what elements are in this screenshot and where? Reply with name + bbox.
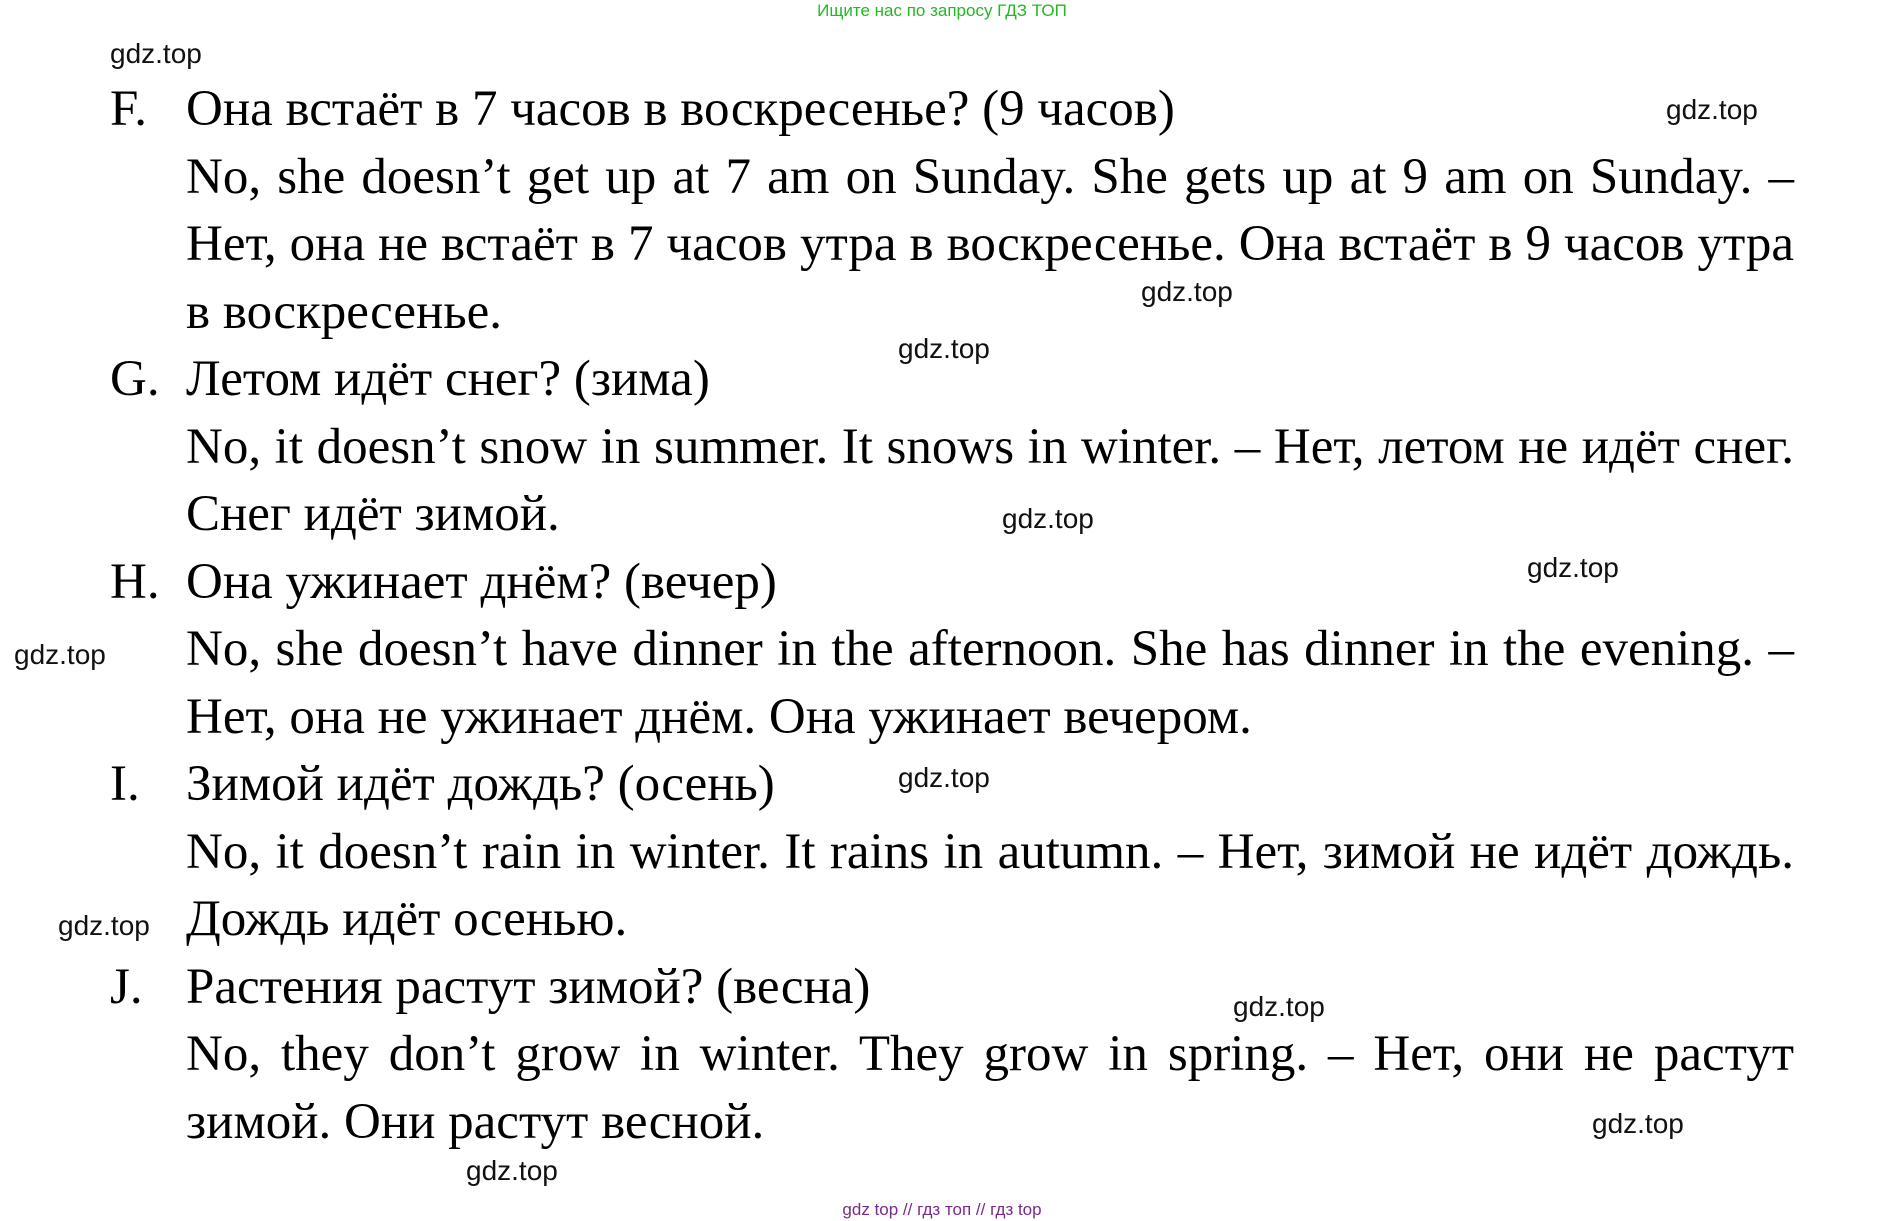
item-answer: No, it doesn’t snow in summer. It snows in winter. – Нет, летом не идёт снег. Снег идёт зимой.	[186, 418, 1794, 542]
watermark: gdz.top	[58, 910, 150, 941]
item-question: Растения растут зимой? (весна)	[186, 958, 871, 1015]
watermark: gdz.top	[1233, 991, 1325, 1022]
item-letter: I.	[110, 756, 140, 812]
item-letter: J.	[110, 958, 143, 1015]
item-letter: H.	[110, 553, 160, 610]
watermark: gdz.top	[1592, 1108, 1684, 1139]
watermark: gdz.top	[110, 38, 202, 69]
watermark: gdz.top	[14, 639, 106, 670]
item-answer: No, she doesn’t have dinner in the afternoon. She has dinner in the evening. – Нет, она не ужинает днём. Она ужинает вечером.	[186, 621, 1794, 745]
item-letter: F.	[110, 81, 148, 137]
item-f	[110, 76, 1814, 346]
item-question: Она встаёт в 7 часов в воскресенье? (9 часов)	[186, 81, 1175, 137]
watermark: gdz.top	[1666, 94, 1758, 125]
watermark: gdz.top	[1002, 503, 1094, 534]
item-g	[110, 346, 1814, 549]
watermark: gdz.top	[898, 762, 990, 793]
watermark: gdz.top	[898, 333, 990, 364]
item-question: Летом идёт снег? (зима)	[186, 351, 710, 407]
item-j	[110, 954, 1814, 1157]
item-question: Она ужинает днём? (вечер)	[186, 553, 777, 610]
watermark: gdz.top	[1527, 552, 1619, 583]
footer: gdz top // гдз топ // гдз top	[842, 1200, 1042, 1219]
item-answer: No, it doesn’t rain in winter. It rains in autumn. – Нет, зимой не идёт дождь. Дождь идёт осенью.	[186, 823, 1794, 947]
top-banner: Ищите нас по запросу ГДЗ ТОП	[817, 1, 1067, 20]
exercise-content	[110, 76, 1814, 1156]
watermark: gdz.top	[1141, 276, 1233, 307]
item-answer: No, she doesn’t get up at 7 am on Sunday. She gets up at 9 am on Sunday. – Нет, она не встаёт в 7 часов утра в воскресенье. Она встаёт в 9 часов утра в воскресенье.	[186, 148, 1794, 340]
watermark: gdz.top	[466, 1155, 558, 1186]
item-answer: No, they don’t grow in winter. They grow in spring. – Нет, они не растут зимой. Они растут весной.	[186, 1026, 1794, 1150]
item-question: Зимой идёт дождь? (осень)	[186, 756, 775, 812]
item-letter: G.	[110, 351, 160, 407]
